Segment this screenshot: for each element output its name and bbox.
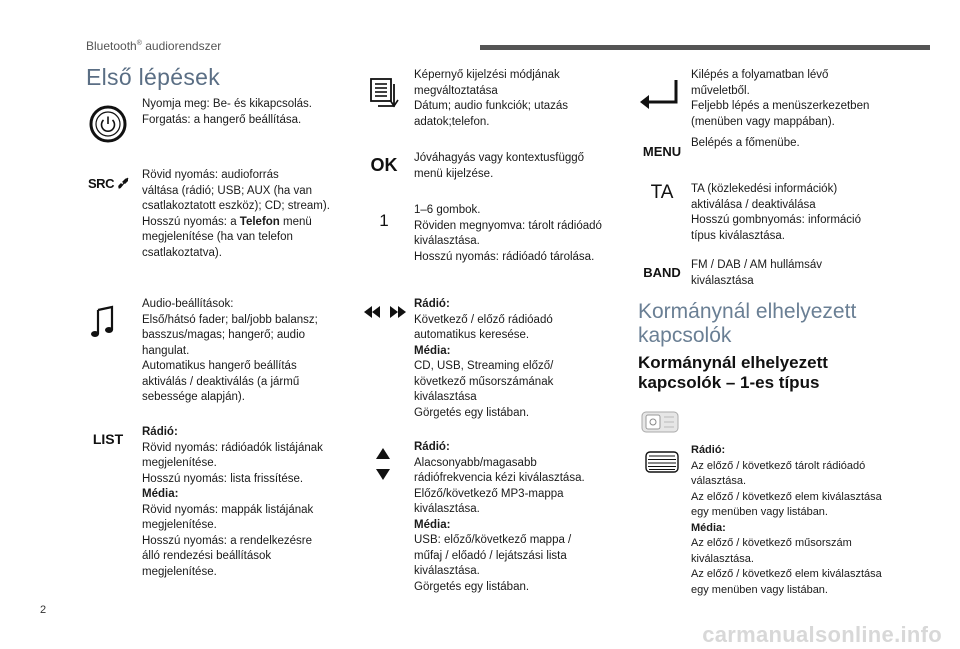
back-description: Kilépés a folyamatban lévő műveletből. Feljebb lépés a menüszerkezetben (menüben vagy mappában). <box>691 69 870 128</box>
preset-one-icon: 1 <box>379 211 389 230</box>
music-note-icon <box>90 304 116 340</box>
power-description: Nyomja meg: Be- és kikapcsolás. Forgatás: a hangerő beállítása. <box>142 98 313 126</box>
display-mode-description: Képernyő kijelzési módjának megváltoztatása Dátum; audio funkciók; utazás adatok;telefon. <box>414 69 569 128</box>
back-return-icon <box>638 76 682 110</box>
section-title-steering-controls: Kormánynál elhelyezett kapcsolók <box>638 300 857 347</box>
header-divider-bar <box>480 45 930 50</box>
page-number: 2 <box>40 604 47 616</box>
up-down-arrows-icon <box>374 446 392 482</box>
breadcrumb-rest: audiorendszer <box>141 39 222 53</box>
thumbwheel-icon <box>644 450 680 474</box>
ta-description: TA (közlekedési információk) aktiválása / deaktiválása Hosszú gombnyomás: információ típus kiválasztása. <box>691 183 862 242</box>
ok-button-icon: OK <box>370 154 398 175</box>
subsection-title-type-1: Kormánynál elhelyezett kapcsolók – 1-es típus <box>638 353 828 392</box>
up-down-description: Rádió: Alacsonyabb/magasabb rádiófrekvencia kézi kiválasztása. Előző/következő MP3-mappa kiválasztása. Média: USB: előző/következő mappa / műfaj / előadó / lejátszási lista kiválasztása. Görgetés egy listában. <box>414 441 585 593</box>
power-icon <box>88 104 128 144</box>
thumbwheel-description: Rádió: Az előző / következő tárolt rádióadó választása. Az előző / következő elem kiválasztása egy menüben vagy listában. Média: Az előző / következő műsorszám kiválasztása. Az előző / következő elem kiválasztása egy menüben vagy listában. <box>691 444 882 596</box>
src-phone-icon: SRC <box>86 172 132 194</box>
band-button-icon: BAND <box>643 264 681 280</box>
page-title: Első lépések <box>86 64 221 90</box>
menu-description: Belépés a főmenübe. <box>691 137 800 149</box>
breadcrumb <box>86 39 221 53</box>
src-description: Rövid nyomás: audioforrás váltása (rádió; USB; AUX (ha van csatlakoztatott eszköz); CD; stream). Hosszú nyomás: a Telefon menü megjelenítése (ha van telefon csatlakoztatva). <box>142 169 330 259</box>
menu-button-icon: MENU <box>642 143 682 159</box>
preset-buttons-description: 1–6 gombok. Röviden megnyomva: tárolt rádióadó kiválasztása. Hosszú nyomás: rádióadó tárolása. <box>414 204 602 263</box>
ta-button-icon: TA <box>650 182 674 203</box>
list-description: Rádió: Rövid nyomás: rádióadók listájának megjelenítése. Hosszú nyomás: lista frissítése. Média: Rövid nyomás: mappák listájának megjelenítése. Hosszú nyomás: a rendelkezésre álló rendezési beállítások megjelenítése. <box>142 426 323 578</box>
breadcrumb-registered: ® <box>136 40 142 47</box>
steering-switch-image <box>640 408 680 436</box>
watermark: carmanualsonline.info <box>702 622 942 647</box>
list-button-icon: LIST <box>92 431 124 447</box>
audio-settings-description: Audio-beállítások: Első/hátsó fader; bal/jobb balansz; basszus/magas; hangerő; audio hangulat. Automatikus hangerő beállítás aktiválás / deaktiválás (a jármű sebessége alapján). <box>142 298 318 403</box>
band-description: FM / DAB / AM hullámsáv kiválasztása <box>691 259 823 287</box>
display-mode-icon <box>368 76 400 110</box>
seek-description: Rádió: Következő / előző rádióadó automatikus keresése. Média: CD, USB, Streaming előző/ következő műsorszámának kiválasztása Görgetés egy listában. <box>414 298 554 419</box>
seek-arrows-icon <box>362 303 408 321</box>
breadcrumb-main: Bluetooth <box>86 39 137 53</box>
ok-description: Jóváhagyás vagy kontextusfüggő menü kijelzése. <box>414 152 585 180</box>
